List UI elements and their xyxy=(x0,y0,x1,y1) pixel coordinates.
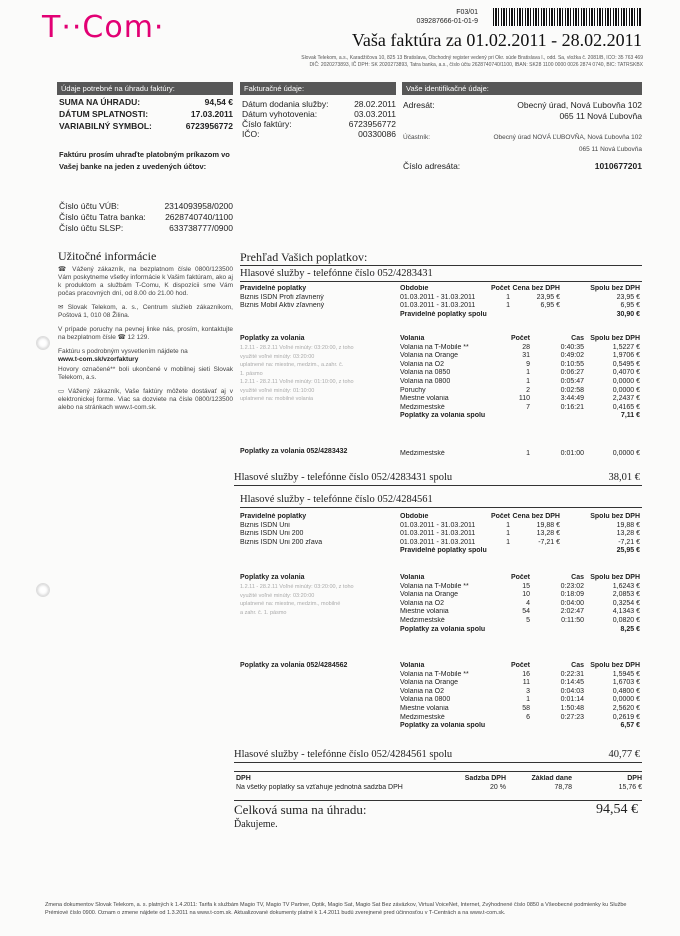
table-cell: Volania na T-Mobile ** xyxy=(400,670,469,678)
column-header: Čas xyxy=(571,335,584,342)
column-header: Obdobie xyxy=(400,513,429,520)
table-row xyxy=(400,608,640,617)
section-title: Hlasové služby - telefónne číslo 052/4283431 xyxy=(240,268,433,279)
participant-line-1: Obecný úrad NOVÁ ĽUBOVŇA, Nová Ľubovňa 102 xyxy=(493,134,642,141)
column-header: Volania xyxy=(400,662,425,669)
regular-fees-total xyxy=(240,311,640,320)
regular-fees-header xyxy=(240,513,640,522)
info-paragraph: V prípade poruchy na pevnej linke nás, prosím, kontaktujte na bezplatnom čísle ☎ 12 129. xyxy=(58,326,233,341)
payment-value: 6723956772 xyxy=(185,121,233,131)
table-cell: 0,2619 € xyxy=(612,713,640,721)
addressee-number-label: Číslo adresáta: xyxy=(403,161,461,171)
table-cell: 1,6703 € xyxy=(612,679,640,687)
regular-fees-total xyxy=(240,547,640,556)
table-cell: 16 xyxy=(522,670,530,678)
section-total-value: 40,77 € xyxy=(608,749,640,760)
addressee-label: Adresát: xyxy=(403,100,435,110)
divider xyxy=(240,265,642,266)
table-row xyxy=(400,696,640,705)
table-cell: Volania na T-Mobile ** xyxy=(400,582,469,590)
table-cell: 15 xyxy=(522,582,530,590)
table-cell: 1 xyxy=(506,521,510,529)
note-line: uplatnené na: miestne, medzim., mobilné xyxy=(240,601,341,607)
table-cell: 4,1343 € xyxy=(612,608,640,616)
note-line: 1.2.11 - 28.2.11 Voľné minúty: 01:10:00, z toho xyxy=(240,379,354,385)
section-total-value: 38,01 € xyxy=(608,472,640,483)
total-label: Pravidelné poplatky spolu xyxy=(400,310,487,318)
free-minutes-note xyxy=(240,344,385,404)
total-label: Poplatky za volania spolu xyxy=(400,412,486,420)
column-header: Pravidelné poplatky xyxy=(240,285,307,292)
table-row xyxy=(240,539,640,548)
info-paragraph: ☎ Vážený zákazník, na bezplatnom čísle 0800/123500 Vám poskytneme všetky informácie k Vašim faktúram, ako aj k produktom a službám T-Comu, K dispozícii sme Vám počas pracovných dní, od 8.00 do 21.00 hod. xyxy=(58,266,233,297)
account-row: Číslo účtu Tatra banka: 2628740740/1100 xyxy=(59,212,233,222)
table-cell: 1,5945 € xyxy=(612,670,640,678)
table-cell: 0:16:21 xyxy=(560,403,584,411)
table-cell: Miestne volania xyxy=(400,608,449,616)
column-header: Počet xyxy=(490,513,510,520)
section-total-label: Hlasové služby - telefónne číslo 052/4284561 spolu xyxy=(234,749,453,760)
customer-header: Vaše identifikačné údaje: xyxy=(402,82,642,95)
table-cell: 13,28 € xyxy=(616,530,640,538)
table-cell: 1,9706 € xyxy=(612,352,640,360)
table-cell: Volania na Orange xyxy=(400,352,458,360)
footer-note: Zmena dokumentov Slovak Telekom, a. s. platných k 1.4.2011: Tarifa k službám Magio TV, Magio TV Partner, Optik, Magio Sat, Magio Sat Bez záväzkov, Virtual VoiceNet, Internet, Zvýhodnené číslo 0850 a Všeobecné podmienky ku Službe Prémiové číslo 0900. Oznam o zmene nájdete od 1.3.2011 na www.t-com.sk. Aktualizované dokumenty platné k 1.4.2011 budú zverejnené pred účinnosťou v T-Centrách a na www.t-com.sk. xyxy=(45,902,627,916)
table-row xyxy=(240,294,640,303)
payment-value: 17.03.2011 xyxy=(190,109,233,119)
table-cell: 2:02:47 xyxy=(560,608,584,616)
table-row xyxy=(400,617,640,626)
calls-label: Poplatky za volania xyxy=(240,574,305,581)
table-cell: 0:49:02 xyxy=(560,352,584,360)
table-row xyxy=(400,688,640,697)
info-text xyxy=(58,266,233,412)
table-cell: 0:18:09 xyxy=(560,591,584,599)
calls-table xyxy=(400,662,640,731)
table-cell: 1 xyxy=(506,302,510,310)
t-com-logo: T··Com· xyxy=(42,10,165,45)
table-cell: 3:44:49 xyxy=(560,395,584,403)
table-cell: 2,5620 € xyxy=(612,704,640,712)
section-title: Hlasové služby - telefónne číslo 052/4284561 xyxy=(240,494,433,505)
table-cell: 0,4070 € xyxy=(612,369,640,377)
invoice-title: Vaša faktúra za 01.02.2011 - 28.02.2011 xyxy=(351,30,642,50)
participant-label: Účastník: xyxy=(403,134,431,141)
note-line: 1. pásmo xyxy=(240,370,263,377)
table-cell: Poruchy xyxy=(400,386,426,394)
table-cell: 23,95 € xyxy=(616,293,640,301)
barcode-icon xyxy=(493,8,641,26)
table-cell: Biznis ISDN Uni 200 zľava xyxy=(240,538,323,546)
regular-fees-table xyxy=(240,513,640,556)
info-title: Užitočné informácie xyxy=(58,249,157,263)
table-cell: Biznis ISDN Uni xyxy=(240,521,290,529)
table-cell: 31 xyxy=(522,352,530,360)
thanks-text: Ďakujeme. xyxy=(234,819,278,830)
note-line: 1.2.11 - 28.2.11 Voľné minúty: 03:20:00, z toho xyxy=(240,345,354,351)
table-cell: 1 xyxy=(506,530,510,538)
invoice-row: IČO: 00330086 xyxy=(242,129,396,139)
table-row xyxy=(400,714,640,723)
company-info xyxy=(215,55,643,69)
table-row xyxy=(400,378,640,387)
divider xyxy=(240,507,642,508)
column-header: Čas xyxy=(571,662,584,669)
calls-table xyxy=(400,574,640,634)
table-cell: 6,95 € xyxy=(540,302,560,310)
vzorfaktury-link[interactable]: www.t-com.sk/vzorfaktury xyxy=(58,356,139,363)
table-cell: 1 xyxy=(526,377,530,385)
column-header: Spolu bez DPH xyxy=(590,285,640,292)
note-line: využité voľné minúty: 01:10:00 xyxy=(240,387,315,394)
info-paragraph: Faktúru s podrobným vysvetlením nájdete na xyxy=(58,348,188,355)
total-value: 6,57 € xyxy=(620,722,640,730)
invoice-row: Dátum dodania služby: 28.02.2011 xyxy=(242,99,396,109)
table-cell: 23,95 € xyxy=(536,293,560,301)
payment-note: Faktúru prosím uhraďte platobným príkazom vo Vašej banke na jeden z uvedených účtov: xyxy=(59,150,230,171)
table-row xyxy=(400,369,640,378)
calls-total xyxy=(400,412,640,421)
table-cell: 13,28 € xyxy=(536,530,560,538)
table-cell: Volania na 0800 xyxy=(400,696,451,704)
punch-hole xyxy=(36,336,50,350)
overview-title: Prehľad Vašich poplatkov: xyxy=(240,250,368,264)
table-cell: 1:50:48 xyxy=(560,704,584,712)
calls-header xyxy=(400,335,640,344)
column-header: Počet xyxy=(510,335,530,342)
info-paragraph: ✉ Slovak Telekom, a. s., Centrum služieb zákazníkom, Poštová 1, 010 08 Žilina. xyxy=(58,304,233,319)
calls-total xyxy=(400,626,640,635)
divider xyxy=(234,485,642,486)
table-cell: 1 xyxy=(506,293,510,301)
table-row xyxy=(400,404,640,413)
punch-hole xyxy=(36,583,50,597)
grand-total-value: 94,54 € xyxy=(596,802,638,817)
table-cell: 1 xyxy=(526,369,530,377)
vat-header: DPH Sadzba DPH Základ dane DPH xyxy=(236,775,642,782)
table-cell: 5 xyxy=(526,616,530,624)
total-value: 7,11 € xyxy=(620,412,640,420)
spacer xyxy=(240,311,400,320)
table-cell: 0:01:14 xyxy=(560,696,584,704)
total-value: 30,90 € xyxy=(616,310,640,318)
note-line: využité voľné minúty: 03:20:00 xyxy=(240,353,315,360)
table-row xyxy=(400,344,640,353)
calls-label: Poplatky za volania xyxy=(240,335,305,342)
calls-table xyxy=(400,335,640,421)
laptop-icon: ▭ xyxy=(58,388,69,395)
table-cell: 19,88 € xyxy=(536,521,560,529)
table-cell: -7,21 € xyxy=(538,538,560,546)
table-row xyxy=(400,387,640,396)
account-row: Číslo účtu SLSP: 633738777/0900 xyxy=(59,223,233,233)
table-cell: 4 xyxy=(526,599,530,607)
section-total-label: Hlasové služby - telefónne číslo 052/4283431 spolu xyxy=(234,472,453,483)
payment-label: DÁTUM SPLATNOSTI: xyxy=(59,109,149,119)
addressee-number: 1010677201 xyxy=(594,161,642,171)
table-row xyxy=(240,522,640,531)
table-cell: Miestne volania xyxy=(400,704,449,712)
column-header: Volania xyxy=(400,574,425,581)
info-paragraph: ▭ Vážený zákazník, Vaše faktúry môžete dostávať aj v elektronickej forme. Viac sa dozviete na čísle 0800/123500 alebo na stránkach www.t-com.sk. xyxy=(58,388,233,411)
table-cell: 0,4800 € xyxy=(612,687,640,695)
account-row: Číslo účtu VÚB: 2314093958/0200 xyxy=(59,201,233,211)
table-cell: 01.03.2011 - 31.03.2011 xyxy=(400,302,476,310)
table-cell: 7 xyxy=(526,403,530,411)
table-cell: 1 xyxy=(506,538,510,546)
calls-label: Poplatky za volania 052/4283432 xyxy=(240,448,348,455)
calls-header xyxy=(400,574,640,583)
table-cell: Volania na Orange xyxy=(400,591,458,599)
table-cell: 01.03.2011 - 31.03.2011 xyxy=(400,521,476,529)
table-cell: 6 xyxy=(526,713,530,721)
column-header: Spolu bez DPH xyxy=(590,662,640,669)
accounts-block xyxy=(59,201,233,234)
total-label: Poplatky za volania spolu xyxy=(400,722,486,730)
participant-line-2: 065 11 Nová Ľubovňa xyxy=(578,146,642,153)
table-cell: Volania na O2 xyxy=(400,599,444,607)
invoice-row: Číslo faktúry: 6723956772 xyxy=(242,119,396,129)
table-cell: 28 xyxy=(522,343,530,351)
total-value: 8,25 € xyxy=(620,625,640,633)
calls-total xyxy=(400,722,640,731)
payment-row xyxy=(59,97,233,109)
table-cell: Miestne volania xyxy=(400,395,449,403)
table-cell: Volania na T-Mobile ** xyxy=(400,343,469,351)
calls-header xyxy=(400,662,640,671)
table-cell: 1,6243 € xyxy=(612,582,640,590)
table-cell: 0:22:31 xyxy=(560,670,584,678)
table-cell: 19,88 € xyxy=(616,521,640,529)
table-cell: 2,2437 € xyxy=(612,395,640,403)
table-cell: 0:04:03 xyxy=(560,687,584,695)
column-header: Čas xyxy=(571,574,584,581)
table-cell: Biznis Mobil Aktiv zľavnený xyxy=(240,302,325,310)
grand-total-label: Celková suma na úhradu: xyxy=(234,802,367,817)
table-cell: 0:40:35 xyxy=(560,343,584,351)
column-header: Volania xyxy=(400,335,425,342)
total-label: Pravidelné poplatky spolu xyxy=(400,547,487,555)
note-line: uplatnené na: mobilné volania xyxy=(240,396,314,402)
payment-row xyxy=(59,121,233,133)
table-cell: 9 xyxy=(526,360,530,368)
table-row xyxy=(400,705,640,714)
payment-label: SUMA NA ÚHRADU: xyxy=(59,97,141,107)
table-cell: 0:14:45 xyxy=(560,679,584,687)
table-cell: 54 xyxy=(522,608,530,616)
table-row xyxy=(400,352,640,361)
table-row xyxy=(400,361,640,370)
note-line: využité voľné minúty: 03:20:00 xyxy=(240,592,315,599)
table-row xyxy=(400,671,640,680)
note-line: 1.2.11 - 28.2.11 Voľné minúty: 03:20:00, z toho xyxy=(240,584,354,590)
table-cell: 0:05:47 xyxy=(560,377,584,385)
table-cell: 0,3254 € xyxy=(612,599,640,607)
table-cell: 01.03.2011 - 31.03.2011 xyxy=(400,530,476,538)
table-cell: 1,5227 € xyxy=(612,343,640,351)
column-header: Spolu bez DPH xyxy=(590,335,640,342)
table-cell: 0:23:02 xyxy=(560,582,584,590)
vat-table xyxy=(236,775,642,792)
column-header: Cena bez DPH xyxy=(512,285,560,292)
table-cell: Biznis ISDN Profi zľavnený xyxy=(240,293,324,301)
table-cell: Volania na Orange xyxy=(400,679,458,687)
document-id xyxy=(398,8,478,26)
column-header: Cena bez DPH xyxy=(512,513,560,520)
table-row xyxy=(400,583,640,592)
table-row xyxy=(400,450,640,459)
total-value: 25,95 € xyxy=(616,547,640,555)
table-cell: 110 xyxy=(518,395,530,403)
table-cell: 6,95 € xyxy=(620,302,640,310)
invoice-header: Fakturačné údaje: xyxy=(240,82,396,95)
table-cell: Volania na 0850 xyxy=(400,369,451,377)
table-cell: 0,0000 € xyxy=(612,450,640,457)
table-cell: 1 xyxy=(526,450,530,457)
doc-number: 039287666-01-01-9 xyxy=(416,18,478,25)
table-cell: 0,0000 € xyxy=(612,377,640,385)
envelope-icon: ✉ xyxy=(58,304,68,311)
column-header: Spolu bez DPH xyxy=(590,513,640,520)
table-row xyxy=(400,679,640,688)
table-cell: Volania na 0800 xyxy=(400,377,451,385)
column-header: Pravidelné poplatky xyxy=(240,513,307,520)
total-label: Poplatky za volania spolu xyxy=(400,625,486,633)
table-cell: Medzimestské xyxy=(400,450,445,457)
invoice-row: Dátum vyhotovenia: 03.03.2011 xyxy=(242,109,396,119)
divider xyxy=(234,762,642,763)
note-line: a zahr. č. 1. pásmo xyxy=(240,609,287,616)
table-cell: 0:11:50 xyxy=(561,616,584,624)
table-cell: Medzimestské xyxy=(400,616,445,624)
company-line-2: DIČ: 2020273893, IČ DPH: SK 2020273893, Tatra banka, a.s., číslo účtu 2628740740/1100, IBAN: SK28 1100 0000 0026 2874 0740, BIC: TATRSKBX xyxy=(309,62,643,68)
addressee-line-2: 065 11 Nová Ľubovňa xyxy=(559,111,642,121)
table-row xyxy=(400,591,640,600)
table-cell: 2,0853 € xyxy=(612,591,640,599)
table-cell: 1 xyxy=(526,696,530,704)
free-minutes-note xyxy=(240,583,385,617)
table-cell: 2 xyxy=(526,386,530,394)
table-cell: 0:04:00 xyxy=(560,599,584,607)
divider xyxy=(240,281,642,282)
table-row xyxy=(400,395,640,404)
regular-fees-table xyxy=(240,285,640,319)
divider xyxy=(234,771,642,772)
column-header: Počet xyxy=(510,662,530,669)
addressee-line-1: Obecný úrad, Nová Ľubovňa 102 xyxy=(517,100,642,110)
phone-icon: ☎ xyxy=(58,266,73,273)
spacer xyxy=(240,547,400,556)
table-cell: Medzimestské xyxy=(400,713,445,721)
table-cell: 58 xyxy=(522,704,530,712)
company-line-1: Slovak Telekom, a.s., Karadžičova 10, 825 13 Bratislava, Obchodný register vedený pri Okr. súde Bratislava I., odd. Sa, vložka č. 2081/B, IČO: 35 763 469 xyxy=(301,55,643,61)
table-cell: Volania na O2 xyxy=(400,360,444,368)
table-cell: 0,4165 € xyxy=(612,403,640,411)
payment-block xyxy=(59,97,233,133)
table-cell: Medzimestské xyxy=(400,403,445,411)
invoice-block xyxy=(242,99,396,139)
regular-fees-header xyxy=(240,285,640,294)
table-cell: -7,21 € xyxy=(618,538,640,546)
table-cell: 0:27:23 xyxy=(560,713,584,721)
payment-row xyxy=(59,109,233,121)
table-cell: 01.03.2011 - 31.03.2011 xyxy=(400,293,476,301)
table-cell: 0,0000 € xyxy=(612,696,640,704)
note-line: uplatnené na: miestne, medzim., a.zahr. č. xyxy=(240,362,344,368)
calls-table xyxy=(400,450,640,459)
column-header: Obdobie xyxy=(400,285,429,292)
form-code: F03/01 xyxy=(456,9,478,16)
table-cell: 01.03.2011 - 31.03.2011 xyxy=(400,538,476,546)
column-header: Počet xyxy=(490,285,510,292)
table-cell: 0:01:00 xyxy=(560,450,584,457)
table-row xyxy=(400,600,640,609)
table-cell: 0:06:27 xyxy=(560,369,584,377)
table-cell: 0,5495 € xyxy=(612,360,640,368)
table-cell: 0:10:55 xyxy=(560,360,584,368)
table-cell: 0,0000 € xyxy=(612,386,640,394)
table-cell: 3 xyxy=(526,687,530,695)
table-cell: 11 xyxy=(522,679,530,687)
table-cell: Volania na O2 xyxy=(400,687,444,695)
info-paragraph: Hovory označené** boli ukončené v mobilnej sieti Slovak Telekom, a.s. xyxy=(58,366,233,381)
calls-label: Poplatky za volania 052/4284562 xyxy=(240,662,348,669)
table-cell: 0:02:58 xyxy=(560,386,584,394)
payment-value: 94,54 € xyxy=(204,97,233,107)
divider xyxy=(234,800,642,801)
table-cell: 0,0820 € xyxy=(612,616,640,624)
vat-row: Na všetky poplatky sa vzťahuje jednotná sadzba DPH 20 % 78,78 15,76 € xyxy=(236,783,642,791)
column-header: Spolu bez DPH xyxy=(590,574,640,581)
table-cell: Biznis ISDN Uni 200 xyxy=(240,530,304,538)
payment-header: Údaje potrebné na úhradu faktúry: xyxy=(57,82,233,95)
table-row xyxy=(240,530,640,539)
payment-label: VARIABILNÝ SYMBOL: xyxy=(59,121,152,131)
table-row xyxy=(240,302,640,311)
column-header: Počet xyxy=(510,574,530,581)
table-cell: 10 xyxy=(522,591,530,599)
